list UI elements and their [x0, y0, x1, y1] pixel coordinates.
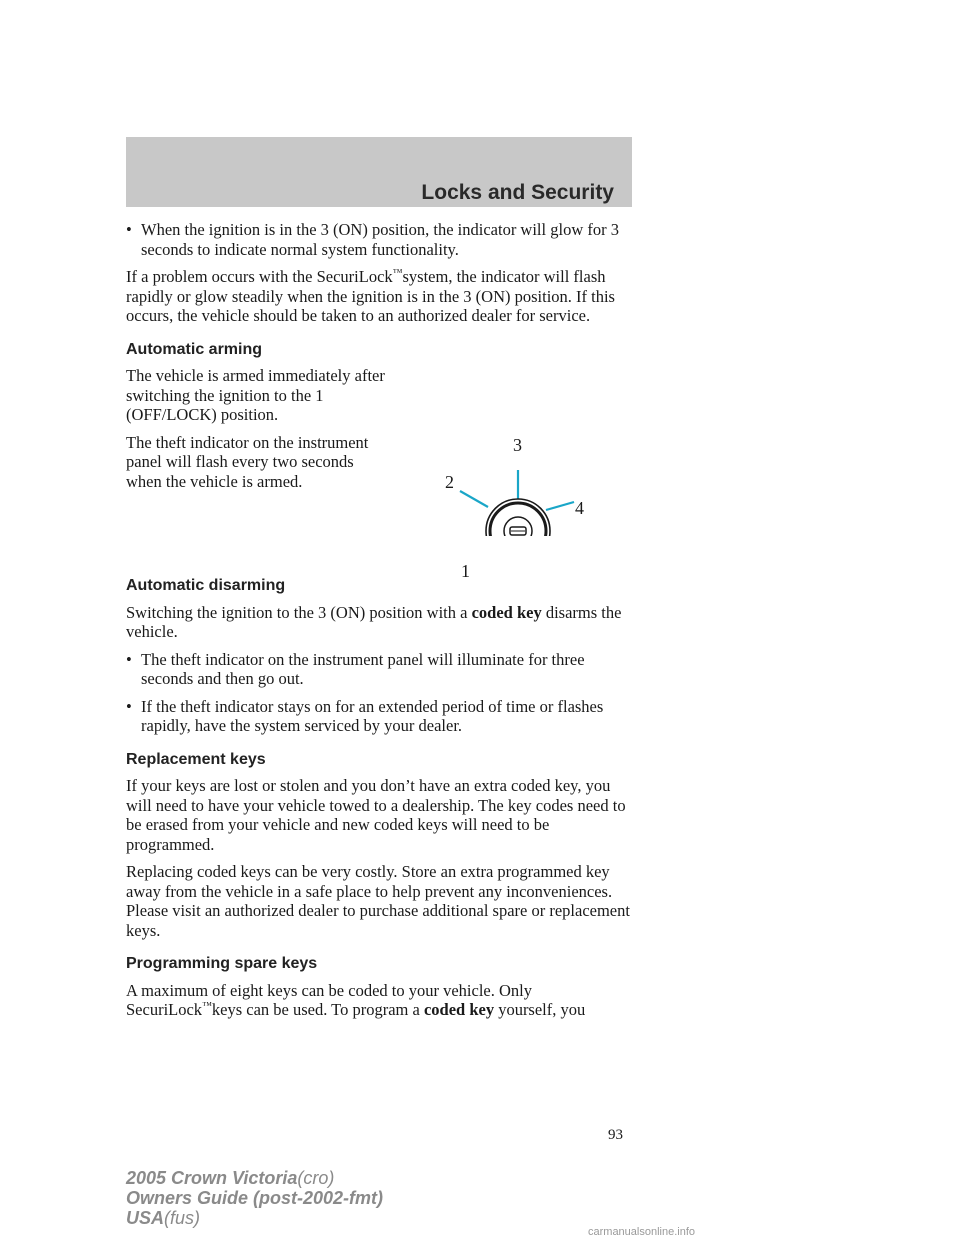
position-label-1: 1	[461, 561, 470, 581]
page-number: 93	[608, 1127, 623, 1143]
trademark-symbol: ™	[202, 1000, 212, 1012]
bold-term: coded key	[423, 1000, 495, 1019]
paragraph-text: Switching the ignition to the 3 (ON) position with a	[126, 602, 468, 622]
paragraph-text: system, the indicator will flash rapidly or glow steadily when the ignition is in the 3 (ON) position. If this occurs, the vehicle should be taken to an authorized dealer for service.	[126, 267, 615, 325]
ignition-switch-svg	[390, 366, 634, 536]
heading-replacement-keys: Replacement keys	[126, 750, 266, 768]
page-content	[126, 220, 634, 1028]
bullet-dot: •	[126, 696, 132, 716]
footer-line-3	[126, 1208, 383, 1228]
bullet-item	[126, 220, 634, 259]
bullet-text: If the theft indicator stays on for an extended period of time or flashes rapidly, have the system serviced by your dealer.	[141, 696, 604, 735]
heading-automatic-arming: Automatic arming	[126, 340, 263, 358]
footer-model-code: (cro)	[297, 1168, 335, 1188]
header-band	[126, 137, 632, 207]
position-label-4: 4	[575, 498, 584, 518]
footer-model: 2005 Crown Victoria	[126, 1168, 298, 1188]
paragraph-text: SecuriLock	[126, 1000, 203, 1019]
paragraph-text: yourself, you	[498, 1000, 586, 1019]
paragraph-text: disarms the vehicle.	[126, 602, 622, 641]
heading-programming-spare-keys: Programming spare keys	[126, 955, 318, 972]
footer-guide: Owners Guide (post-2002-fmt)	[126, 1188, 384, 1208]
position-label-3: 3	[513, 435, 522, 455]
paragraph-text: keys can be used. To program a	[211, 1000, 420, 1019]
footer-doc-id	[126, 1168, 383, 1228]
footer-line-1	[126, 1168, 383, 1188]
arming-paragraph-2: The theft indicator on the instrument panel will flash every two seconds when the vehicle is armed.	[126, 432, 369, 491]
footer-market-code: (fus)	[164, 1208, 201, 1228]
footer-line-2	[126, 1188, 383, 1208]
arming-section	[126, 366, 634, 581]
bullet-text: When the ignition is in the 3 (ON) position, the indicator will glow for 3 seconds to indicate normal system functionality.	[141, 220, 619, 259]
programming-paragraph	[126, 981, 634, 1020]
section-title: Locks and Security	[421, 181, 614, 204]
position-label-2: 2	[445, 472, 454, 492]
bullet-item	[126, 650, 634, 689]
arming-text	[126, 366, 390, 536]
replacement-paragraph-1: If your keys are lost or stolen and you don’t have an extra coded key, you will need to have your vehicle towed to a dealership. The key codes need to be erased from your vehicle and new coded keys will need to be programmed.	[126, 776, 626, 854]
position-line-4	[546, 502, 574, 510]
paragraph-text: If a problem occurs with the SecuriLock	[126, 267, 393, 286]
replacement-paragraph-2: Replacing coded keys can be very costly. Store an extra programmed key away from the vehicle in a safe place to help prevent any inconveniences. Please visit an authorized dealer to purchase additional spare or replacement keys.	[126, 862, 630, 940]
bold-term: coded key	[471, 602, 542, 622]
ignition-diagram	[390, 366, 634, 581]
watermark: carmanualsonline.info	[588, 1226, 696, 1238]
securilock-problem-paragraph	[126, 267, 634, 326]
disarming-paragraph	[126, 603, 634, 642]
arming-paragraph-1: The vehicle is armed immediately after switching the ignition to the 1 (OFF/LOCK) position.	[126, 366, 385, 424]
bullet-text: The theft indicator on the instrument panel will illuminate for three seconds and then go out.	[141, 649, 585, 688]
bullet-item	[126, 697, 634, 736]
heading-automatic-disarming: Automatic disarming	[126, 577, 286, 594]
paragraph-text: A maximum of eight keys can be coded to your vehicle. Only	[126, 980, 532, 1000]
bullet-dot: •	[126, 220, 132, 239]
trademark-symbol: ™	[392, 267, 403, 279]
position-line-2	[460, 491, 488, 507]
footer-market: USA	[126, 1208, 165, 1228]
bullet-dot: •	[126, 649, 132, 669]
